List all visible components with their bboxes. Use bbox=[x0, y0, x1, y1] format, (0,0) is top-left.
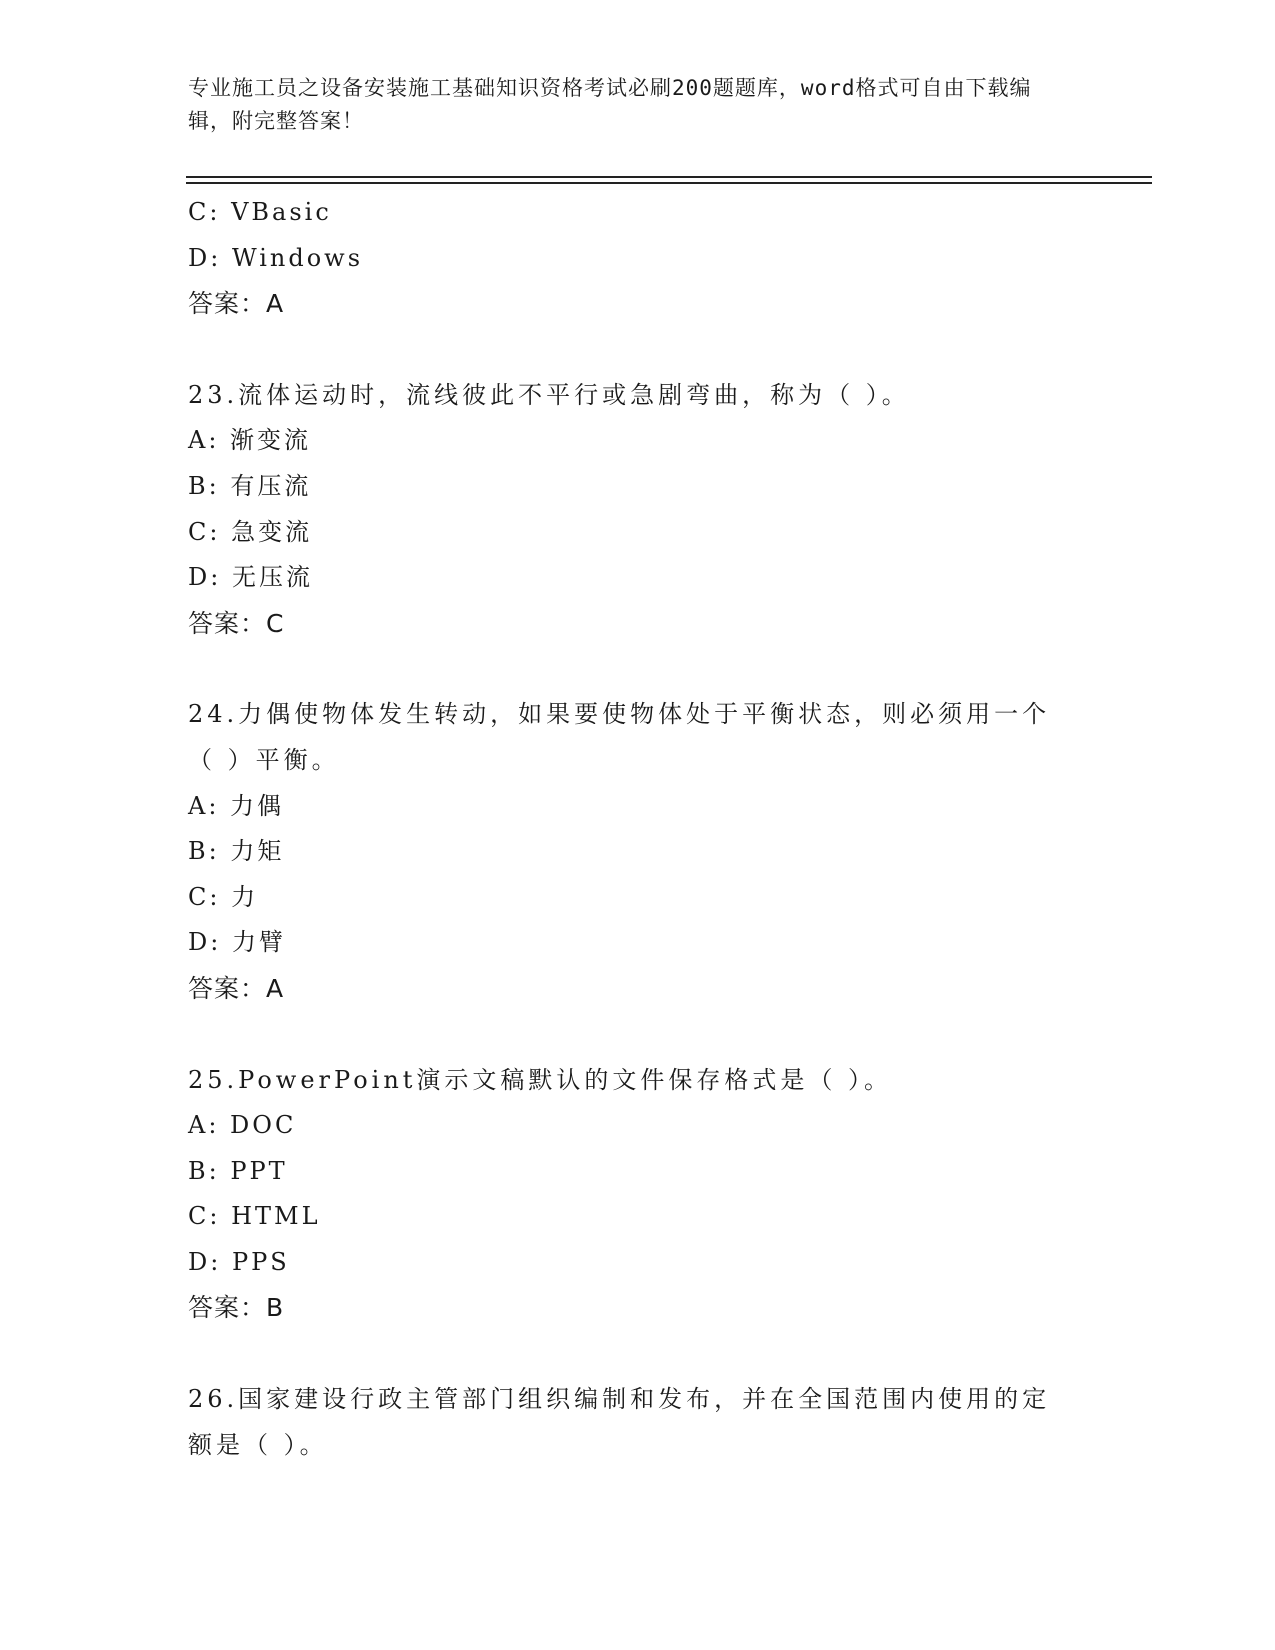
header-divider-bottom bbox=[186, 182, 1152, 184]
question-25 bbox=[188, 1058, 1088, 1332]
option-a: A: DOC bbox=[188, 1111, 297, 1140]
header-divider-top bbox=[186, 176, 1152, 178]
question-stem: 23.流体运动时，流线彼此不平行或急剧弯曲，称为（ ）。 bbox=[188, 380, 910, 409]
option-a: A: 渐变流 bbox=[188, 426, 312, 455]
question-23 bbox=[188, 373, 1088, 647]
question-stem: 24.力偶使物体发生转动，如果要使物体处于平衡状态，则必须用一个（ ）平衡。 bbox=[188, 700, 1051, 774]
option-a: A: 力偶 bbox=[188, 791, 285, 820]
option-c: C: VBasic bbox=[188, 198, 332, 226]
option-b: B: 有压流 bbox=[188, 471, 312, 500]
option-c: C: 急变流 bbox=[188, 517, 313, 546]
question-26 bbox=[188, 1377, 1088, 1468]
answer-line: 答案：A bbox=[188, 289, 285, 319]
question-stem: 26.国家建设行政主管部门组织编制和发布，并在全国范围内使用的定额是（ ）。 bbox=[188, 1385, 1051, 1459]
option-d: D: 无压流 bbox=[188, 563, 313, 592]
answer-line: 答案：A bbox=[188, 973, 285, 1003]
option-b: B: PPT bbox=[188, 1156, 288, 1185]
document-header: 专业施工员之设备安装施工基础知识资格考试必刷200题题库，word格式可自由下载编辑，附完整答案！ bbox=[188, 76, 1032, 133]
option-c: C: HTML bbox=[188, 1202, 321, 1231]
question-24 bbox=[188, 692, 1088, 1011]
question-stem: 25.PowerPoint演示文稿默认的文件保存格式是（ ）。 bbox=[188, 1065, 893, 1094]
answer-line: 答案：C bbox=[188, 608, 285, 638]
answer-line: 答案：B bbox=[188, 1293, 285, 1323]
question-22-tail bbox=[188, 190, 1088, 327]
option-d: D: PPS bbox=[188, 1247, 290, 1276]
document-body bbox=[188, 190, 1088, 1468]
option-c: C: 力 bbox=[188, 882, 259, 911]
option-d: D: 力臂 bbox=[188, 928, 286, 957]
option-b: B: 力矩 bbox=[188, 837, 285, 866]
option-d: D: Windows bbox=[188, 243, 364, 272]
